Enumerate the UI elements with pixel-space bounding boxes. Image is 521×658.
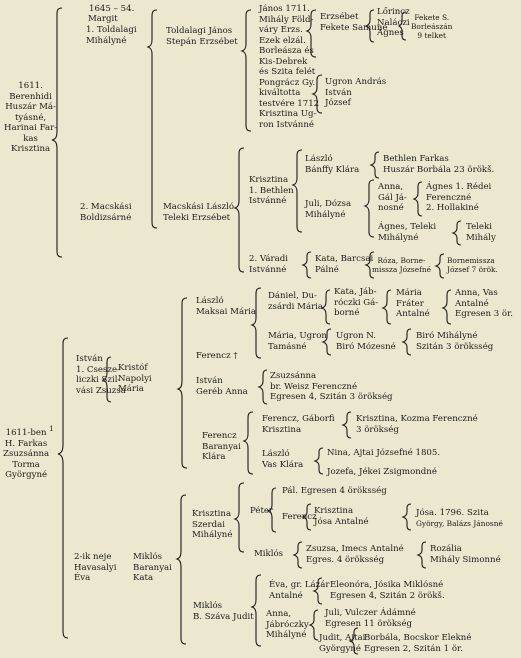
bethlen-farkas-entry: Bethlen Farkas Huszár Borbála 23 örökš. xyxy=(383,154,495,175)
ferencz-dagger-entry: Ferencz † xyxy=(196,351,238,361)
krisztina-bethlen-entry: Krisztina 1. Bethlen Istvánné xyxy=(249,175,294,206)
margit-years: 1645 – 54. xyxy=(89,4,135,14)
juli-vulczer-entry: Juli, Vulczer Ádámné Egresen 11 örökség xyxy=(325,608,416,629)
miklos-szava-entry: Miklós B. Száva Judit xyxy=(193,601,254,622)
peter-entry: Péter xyxy=(250,506,274,516)
teleki-mihaly-entry: Teleki Mihály xyxy=(466,222,496,243)
eva-lazar-entry: Éva, gr. Lázár Antalné xyxy=(269,580,330,601)
nina-ajtai-entry: Nina, Ajtai Józsefné 1805. xyxy=(327,448,441,458)
roza-bornemissza-entry: Róza, Borne- missza Józsefné xyxy=(372,256,431,274)
margit-name: Margit xyxy=(88,14,118,24)
zsuzsa-imecs-entry: Zsuzsa, Imecs Antalné Egres. 4 öröksség xyxy=(306,544,404,565)
janos-1711-entry: János 1711. Mihály Föld- váry Erzs. Ezek elzál. Borleásza és Kis-Debrek és Szita felét Pongrácz Gy. kiváltotta testvére 1712 Krisztina Ug- ron Istvánné xyxy=(259,4,320,130)
istvan-cseszeliczki-entry: István 1. Csesze- liczki Szil- vási Zsuzsa xyxy=(76,354,126,396)
borbala-entry: Borbála, Bocskor Elekné Egresen 2, Szitán 1 ör. xyxy=(364,633,472,654)
daniel-entry: Dániel, Du- zsárdi Mária xyxy=(268,291,324,312)
gyorgy-balazs-entry: György, Balázs Jánosné xyxy=(416,519,503,528)
zsuzsanna-weisz-entry: Zsuzsánna br. Weisz Ferenczné Egresen 4, Szitán 3 örökség xyxy=(270,371,393,402)
havasalyi-entry: 2-ik neje Havasalyi Éva xyxy=(74,552,117,583)
laszlo-maksai-entry: László Maksai Mária xyxy=(196,296,257,317)
miklos-baranyai-entry: Miklós Baranyai Kata xyxy=(133,552,172,583)
krisztina-josa-entry: Krisztina Jósa Antalné xyxy=(314,506,369,527)
laszlo-banffy-entry: László Bánffy Klára xyxy=(305,154,360,175)
eleonora-entry: Eleonóra, Jósika Miklósné Egresen 4, Szitán 2 örökš. xyxy=(330,580,445,601)
anna-gal-entry: Anna, Gál Já- nosné xyxy=(378,182,407,213)
root-1611-ben-entry: 1611-ben H. Farkas Zsuzsánna Torma Györgyné xyxy=(3,428,50,480)
lorincz-entry: Lőrincz Naláczi Ágnes xyxy=(377,7,410,38)
juli-dozsa-entry: Juli, Dózsa Mihályné xyxy=(305,199,352,220)
toldalagi-janos-entry: Toldalagi János Stepán Erzsébet xyxy=(166,26,238,47)
judit-ajtai-entry: Judit, Ajtai Györgyné xyxy=(319,633,366,654)
krisztina-kozma-entry: Krisztina, Kozma Ferenczné 3 örökség xyxy=(356,414,478,435)
root-1611-entry: 1611. Berenhidi Huszár Má- tyásné, Harinai Far- kas Krisztina xyxy=(4,81,58,154)
ugron-n-entry: Ugron N. Biró Mózesné xyxy=(336,331,396,352)
ferencz-2-entry: Ferencz xyxy=(282,512,317,522)
ferencz-gaborfi-entry: Ferencz, Gáborfi Krisztina xyxy=(262,414,335,435)
macskasi-boldizsarne: 2. Macskási Boldizsárné xyxy=(80,202,132,223)
anna-jabroczky-entry: Anna, Jábróczky Mihályné xyxy=(266,609,309,640)
josa-1796-entry: Jósa. 1796. Szita xyxy=(416,508,489,518)
macskasi-laszlo-entry: Macskási László Teleki Erzsébet xyxy=(163,202,235,223)
laszlo-vas-entry: László Vas Klára xyxy=(262,449,304,470)
margit-spouse: 1. Toldalagi Mihályné xyxy=(86,25,137,46)
jozefa-jekei-entry: Jozefa, Jékei Zsigmondné xyxy=(327,467,437,477)
kata-jabroczki-entry: Kata, Jáb- róczki Gá- borné xyxy=(334,287,379,318)
fekete-s-entry: Fekete S. Borleászán 9 telket xyxy=(411,13,453,40)
rozalia-entry: Rozália Mihály Simonné xyxy=(430,544,501,565)
root-footnote-marker: 1 xyxy=(49,424,54,433)
maria-ugron-entry: Mária, Ugron Tamásné xyxy=(268,331,327,352)
agnes-redei-entry: Ágnes 1. Rédei Ferenczné 2. Hollakiné xyxy=(426,182,492,213)
bornemissza-jozsef-entry: Bornemissza József 7 örök. xyxy=(447,256,498,274)
kata-barcsai-entry: Kata, Barcsai Pálné xyxy=(315,254,374,275)
miklos-1-entry: Miklós xyxy=(254,549,284,559)
ferencz-baranyai-entry: Ferencz Baranyai Klára xyxy=(202,431,241,462)
maria-frater-entry: Mária Fráter Antalné xyxy=(396,288,430,319)
agnes-teleki-entry: Ágnes, Teleki Mihályné xyxy=(378,222,437,243)
ugron-entry: Ugron András István József xyxy=(325,77,387,108)
anna-vas-entry: Anna, Vas Antalné Egresen 3 ör. xyxy=(455,288,513,319)
varadi-entry: 2. Váradi Istvánné xyxy=(249,254,288,275)
biro-mihalyne-entry: Biró Mihályné Szitán 3 öröksség xyxy=(416,331,494,352)
erzsebet-entry: Erzsébet Fekete Samuné xyxy=(320,12,388,33)
pal-egresen-entry: Pál. Egresen 4 öröksség xyxy=(282,486,387,496)
krisztina-szerdai-entry: Krisztina Szerdai Mihályné xyxy=(192,509,233,540)
kristof-entry: Kristóf Napolyi Mária xyxy=(118,363,152,394)
istvan-gereb-entry: István Geréb Anna xyxy=(196,376,248,397)
